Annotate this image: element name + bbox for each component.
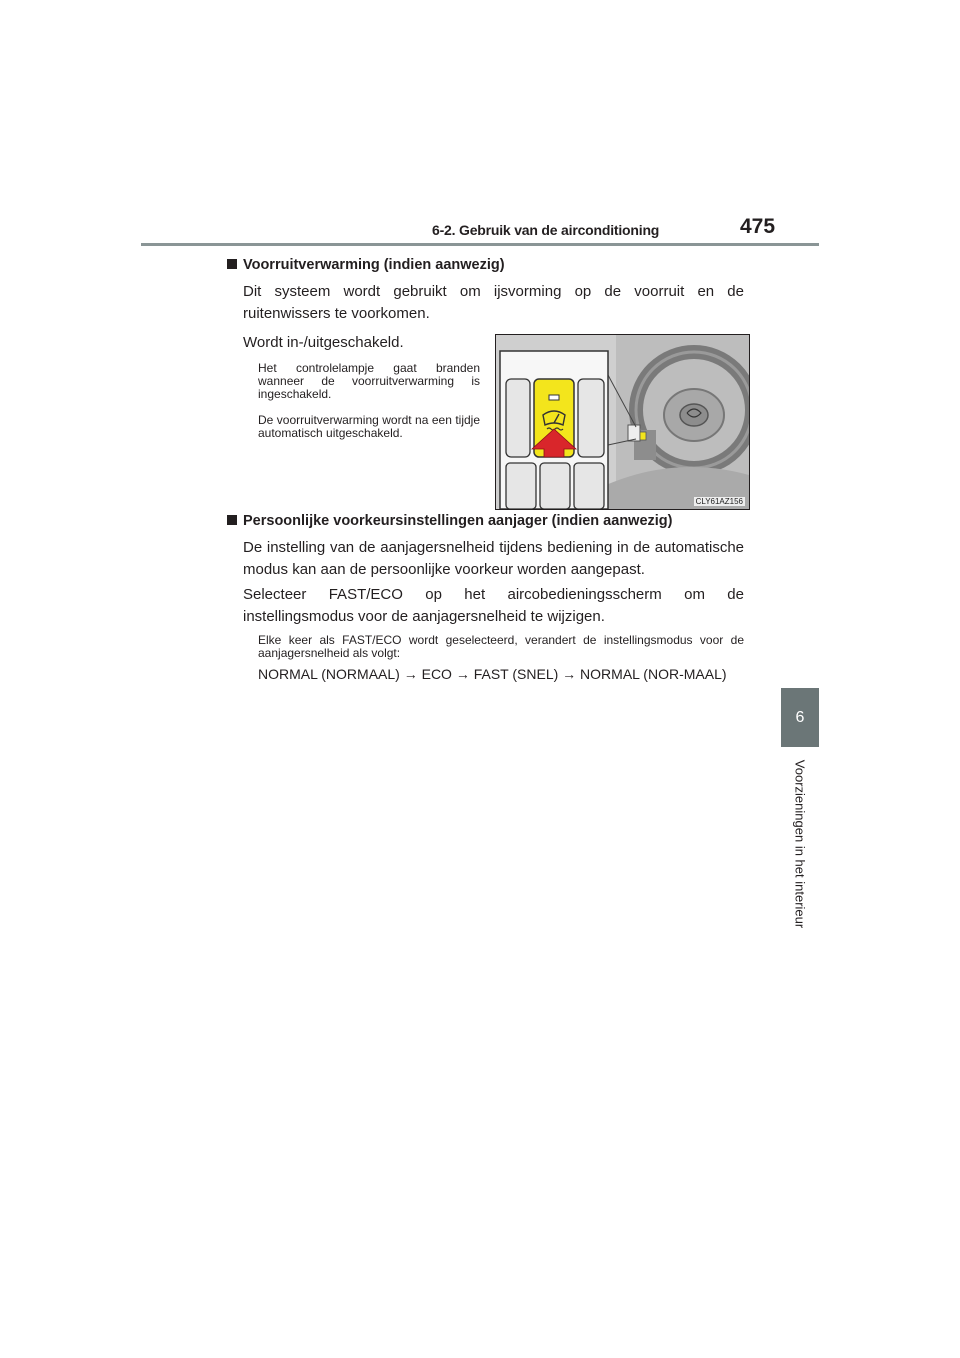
chapter-title: Voorzieningen in het interieur <box>792 759 808 929</box>
fan-paragraph-2: Selecteer FAST/ECO op het aircobedieningsscherm om de instellingsmodus voor de aanjagersnelheid te wijzigen. <box>243 586 744 625</box>
header-divider <box>141 243 819 246</box>
dashboard-illustration <box>496 335 749 509</box>
square-bullet-icon <box>227 259 237 269</box>
windshield-note-2: De voorruitverwarming wordt na een tijdje automatisch uitgeschakeld. <box>258 413 480 440</box>
section-title: 6-2. Gebruik van de airconditioning <box>432 222 660 238</box>
fan-sequence: NORMAL (NORMAAL) → ECO → FAST (SNEL) → NORMAL (NOR-MAAL) <box>258 666 727 682</box>
windshield-heater-figure <box>495 334 750 510</box>
fan-paragraph-1: De instelling van de aanjagersnelheid tijdens bediening in de automatische modus kan aan de persoonlijke voorkeur worden aangepast. <box>243 539 744 578</box>
windshield-note-1: Het controlelampje gaat branden wanneer de voorruitverwarming is ingeschakeld. <box>258 361 480 401</box>
square-bullet-icon <box>227 515 237 525</box>
figure-code: CLY61AZ156 <box>695 497 743 506</box>
fan-heading: Persoonlijke voorkeursinstellingen aanjager (indien aanwezig) <box>227 513 672 529</box>
windshield-action: Wordt in-/uitgeschakeld. <box>243 334 404 351</box>
windshield-intro: Dit systeem wordt gebruikt om ijsvorming op de voorruit en de ruitenwissers te voorkomen. <box>243 283 744 322</box>
page-number: 475 <box>740 215 776 238</box>
chapter-tab: 6 <box>781 688 819 747</box>
windshield-heading: Voorruitverwarming (indien aanwezig) <box>227 257 505 273</box>
button-panel-inset <box>506 379 604 509</box>
fan-note-1: Elke keer als FAST/ECO wordt geselecteerd, verandert de instellingsmodus voor de aanjagersnelheid als volgt: <box>258 633 744 660</box>
